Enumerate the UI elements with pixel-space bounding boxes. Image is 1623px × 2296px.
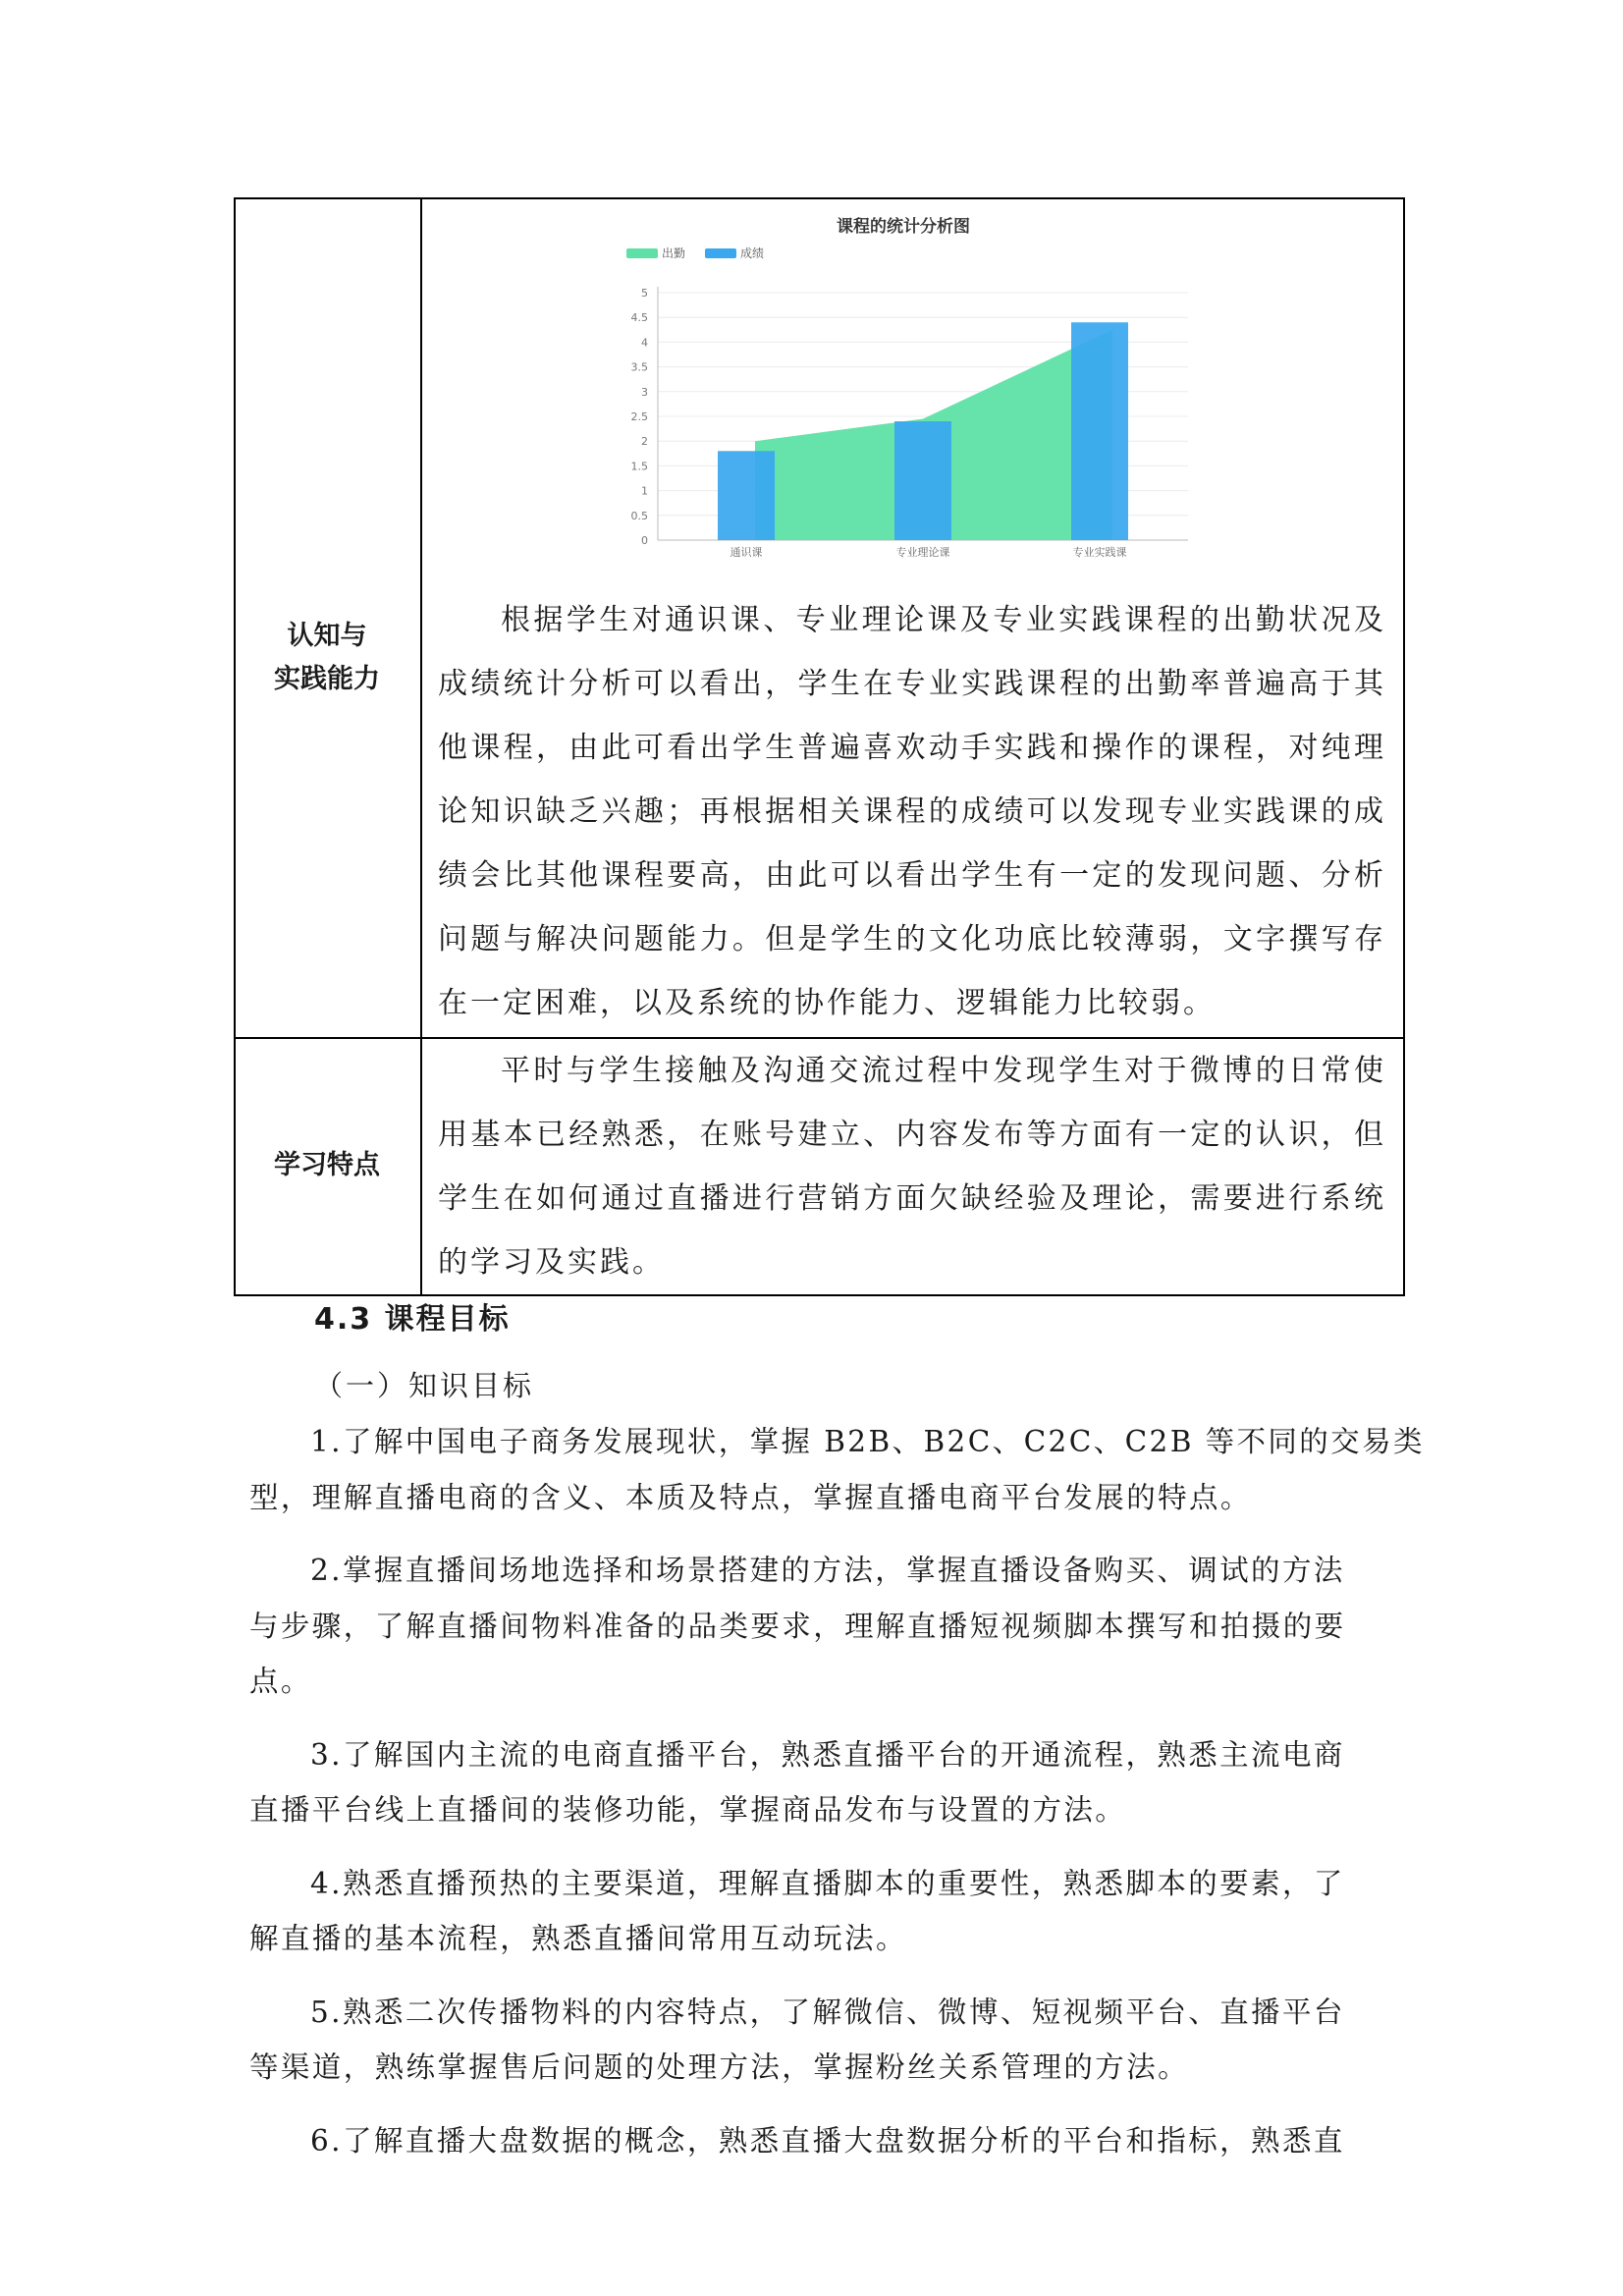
y-tick-label: 1 — [641, 484, 648, 498]
chart-title: 课程的统计分析图 — [837, 217, 970, 237]
x-tick-label: 通识课 — [730, 546, 763, 559]
x-tick-label: 专业理论课 — [895, 546, 950, 559]
chart-x-axis — [730, 545, 1127, 559]
y-tick-label: 3 — [641, 385, 648, 399]
table-column-divider — [420, 197, 422, 1296]
legend-swatch — [705, 248, 736, 258]
body-text-line: 与步骤，了解直播间物料准备的品类要求，理解直播短视频脚本撰写和拍摄的要 — [249, 1609, 1346, 1643]
y-tick-label: 3.5 — [630, 360, 648, 374]
row-label-line: 实践能力 — [274, 664, 380, 694]
y-tick-label: 4 — [641, 336, 648, 350]
course-statistics-chart — [599, 211, 1198, 565]
chart-legend — [626, 246, 764, 260]
body-text-line: 1.了解中国电子商务发展现状，掌握 B2B、B2C、C2C、C2B 等不同的交易类 — [310, 1425, 1425, 1458]
row-label-cognitive — [236, 615, 418, 701]
body-text-line: 直播平台线上直播间的装修功能，掌握商品发布与设置的方法。 — [249, 1793, 1127, 1827]
chart-plot-area — [718, 322, 1128, 540]
body-text-line: 点。 — [249, 1665, 312, 1698]
section-subheading: （一）知识目标 — [314, 1369, 535, 1402]
legend-label: 出勤 — [662, 246, 686, 260]
series-bar-score — [1071, 322, 1128, 540]
body-text-line: 2.掌握直播间场地选择和场景搭建的方法，掌握直播设备购买、调试的方法 — [310, 1554, 1345, 1587]
body-text-line: 4.熟悉直播预热的主要渠道，理解直播脚本的重要性，熟悉脚本的要素，了 — [310, 1866, 1345, 1900]
row-label-line: 认知与 — [287, 621, 367, 651]
table-border-left — [234, 197, 236, 1296]
body-text-line: 解直播的基本流程，熟悉直播间常用互动玩法。 — [249, 1922, 907, 1955]
table-border-top — [234, 197, 1405, 199]
body-text-line: 型，理解直播电商的含义、本质及特点，掌握直播电商平台发展的特点。 — [249, 1480, 1252, 1514]
y-tick-label: 2.5 — [630, 410, 648, 423]
body-text-line: 等渠道，熟练掌握售后问题的处理方法，掌握粉丝关系管理的方法。 — [249, 2050, 1190, 2084]
y-tick-label: 0.5 — [630, 509, 648, 522]
y-tick-label: 4.5 — [630, 311, 648, 325]
x-tick-label: 专业实践课 — [1072, 546, 1127, 559]
legend-label: 成绩 — [740, 246, 765, 260]
y-tick-label: 1.5 — [630, 460, 648, 473]
row-paragraph-learning: 平时与学生接触及沟通交流过程中发现学生对于微博的日常使用基本已经熟悉，在账号建立、内容发布等方面有一定的认识，但学生在如何通过直播进行营销方面欠缺经验及理论，需要进行系统的学习及实践。 — [438, 1054, 1386, 1280]
section-heading: 4.3 课程目标 — [314, 1302, 511, 1337]
body-text-line: 6.了解直播大盘数据的概念，熟悉直播大盘数据分析的平台和指标，熟悉直 — [310, 2123, 1345, 2158]
legend-swatch — [626, 248, 658, 258]
y-tick-label: 2 — [641, 435, 648, 449]
table-border-right — [1403, 197, 1405, 1296]
row-paragraph-cognitive: 根据学生对通识课、专业理论课及专业实践课程的出勤状况及成绩统计分析可以看出，学生在专业实践课程的出勤率普遍高于其他课程，由此可看出学生普遍喜欢动手实践和操作的课程，对纯理论知识缺乏兴趣；再根据相关课程的成绩可以发现专业实践课的成绩会比其他课程要高，由此可以看出学生有一定的发现问题、分析问题与解决问题能力。但是学生的文化功底比较薄弱，文字撰写存在一定困难，以及系统的协作能力、逻辑能力比较弱。 — [438, 603, 1386, 1020]
y-tick-label: 0 — [641, 534, 648, 547]
body-text-line: 5.熟悉二次传播物料的内容特点，了解微信、微博、短视频平台、直播平台 — [310, 1995, 1345, 2029]
y-tick-label: 5 — [641, 287, 648, 300]
series-bar-score — [718, 451, 775, 540]
series-bar-score — [894, 421, 951, 540]
row-label-learning: 学习特点 — [274, 1150, 380, 1180]
body-text-line: 3.了解国内主流的电商直播平台，熟悉直播平台的开通流程，熟悉主流电商 — [310, 1737, 1345, 1772]
